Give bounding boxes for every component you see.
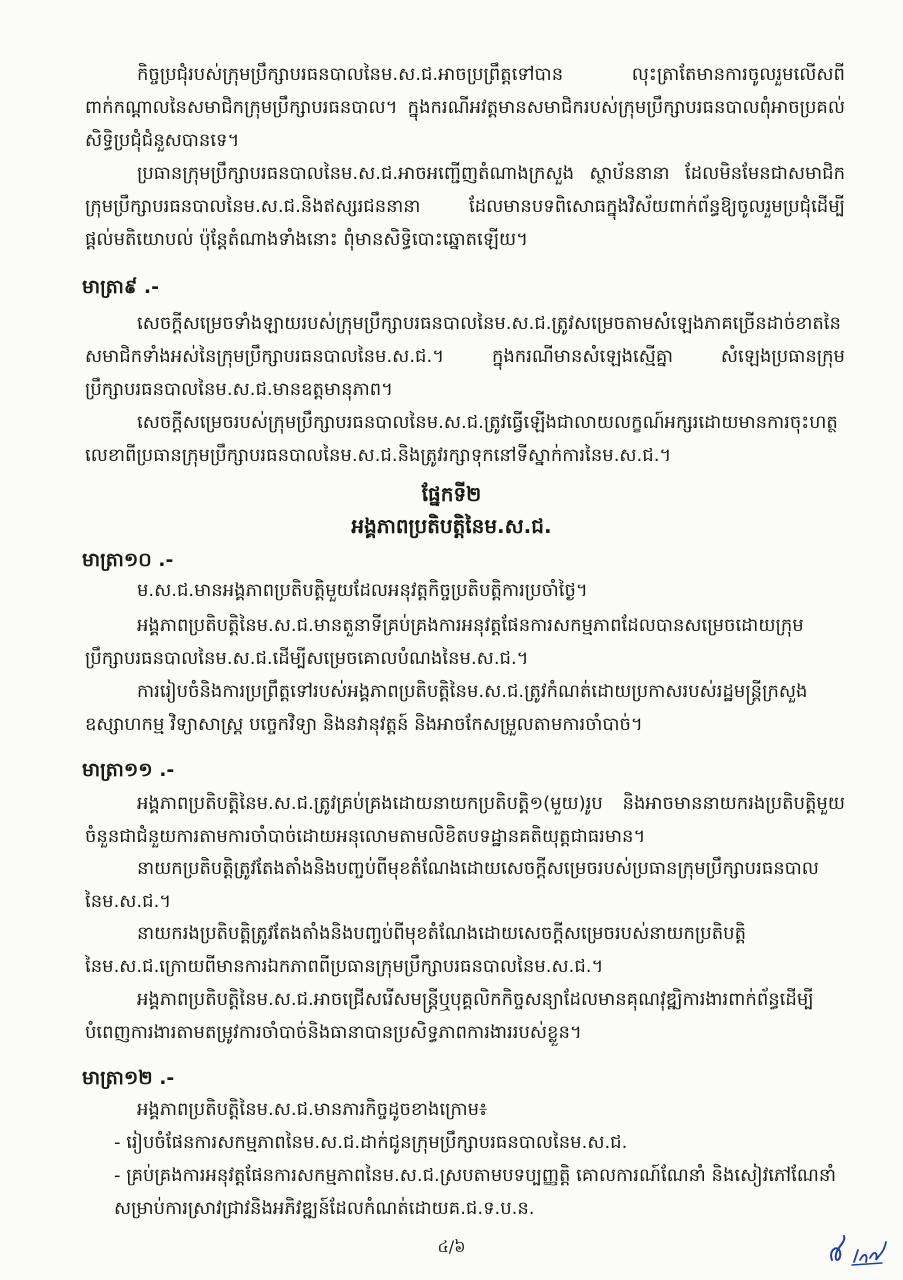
section-part-heading: ផ្នែកទី២ [421,482,482,506]
paragraph-staff-recruitment: អង្គភាពប្រតិបត្តិនៃម.ស.ជ.អាចជ្រើសរើសមន្ត្រីឬបុគ្គលិកកិច្ចសន្យាដែលមានគុណវុឌ្ឍិការងារពាក់ព័ន្ធដើម្បីបំពេញការងារតាមតម្រូវការចាំបាច់និងធានាបានប្រសិទ្ធភាពការងាររបស់ខ្លួន។ [85,989,814,1043]
paragraph-executive-unit: ម.ស.ជ.មានអង្គភាពប្រតិបត្តិមួយដែលអនុវត្តកិច្ចប្រតិបត្តិការប្រចាំថ្ងៃ។ [137,580,588,601]
section-title: អង្គភាពប្រតិបត្តិនៃម.ស.ជ. [351,514,552,538]
paragraph-invitation: ប្រធានក្រុមប្រឹក្សាបរធនបាលនៃម.ស.ជ.អាចអញ្ជើញតំណាងក្រសួង ស្ថាប័ននានា ដែលមិនមែនជាសមាជិកក្រុមប្រឹក្សាបរធនបាលនៃម.ស.ជ.និងឥស្សរជននានា ដែលមានបទពិសោធក្នុងវិស័យពាក់ព័ន្ធឱ្យចូលរួមប្រជុំដើម្បីផ្ដល់មតិយោបល់ ប៉ុន្តែតំណាងទាំងនោះ ពុំមានសិទ្ធិបោះឆ្នោតឡើយ។ [85,163,845,250]
list-item: - គ្រប់គ្រងការអនុវត្តផែនការសកម្មភាពនៃម.ស.ជ.ស្របតាមបទប្បញ្ញត្តិ គោលការណ៍ណែនាំ និងសៀវភៅណែនាំសម្រាប់ការស្រាវជ្រាវនិងអភិវឌ្ឍន៍ដែលកំណត់ដោយគ.ជ.ទ.ប.ន. [114,1165,836,1219]
paragraph-deputy-appointment: នាយករងប្រតិបត្តិត្រូវតែងតាំងនិងបញ្ចប់ពីមុខតំណែងដោយសេចក្ដីសម្រេចរបស់នាយកប្រតិបត្តិនៃម.ស.ជ.ក្រោយពីមានការឯកភាពពីប្រធានក្រុមប្រឹក្សាបរធនបាលនៃម.ស.ជ.។ [85,923,746,977]
page-number: ៤/៦ [437,1237,466,1256]
paragraph-quorum: កិច្ចប្រជុំរបស់ក្រុមប្រឹក្សាបរធនបាលនៃម.ស.ជ.អាចប្រព្រឹត្តទៅបាន លុះត្រាតែមានការចូលរួមលើសពីពាក់កណ្ដាលនៃសមាជិកក្រុមប្រឹក្សាបរធនបាល។ ក្នុងករណីអវត្តមានសមាជិករបស់ក្រុមប្រឹក្សាបរធនបាលពុំអាចប្រគល់សិទ្ធិប្រជុំជំនួសបានទេ។ [85,64,845,151]
paragraph-decisions: សេចក្ដីសម្រេចទាំងឡាយរបស់ក្រុមប្រឹក្សាបរធនបាលនៃម.ស.ជ.ត្រូវសម្រេចតាមសំឡេងភាគច្រើនដាច់ខាតនៃសមាជិកទាំងអស់នៃក្រុមប្រឹក្សាបរធនបាលនៃម.ស.ជ.។ ក្នុងករណីមានសំឡេងស្មើគ្នា សំឡេងប្រធានក្រុមប្រឹក្សាបរធនបាលនៃម.ស.ជ.មានឧត្តមានុភាព។ [85,313,845,400]
article-12-heading: មាត្រា១២ .- [82,1067,175,1089]
paragraph-written-decisions: សេចក្ដីសម្រេចរបស់ក្រុមប្រឹក្សាបរធនបាលនៃម.ស.ជ.ត្រូវធ្វើឡើងជាលាយលក្ខណ៍អក្សរដោយមានការចុះហត្ថលេខាពីប្រធានក្រុមប្រឹក្សាបរធនបាលនៃម.ស.ជ.និងត្រូវរក្សាទុកនៅទីស្នាក់ការនៃម.ស.ជ.។ [85,412,838,466]
list-item: - រៀបចំផែនការសកម្មភាពនៃម.ស.ជ.ដាក់ជូនក្រុមប្រឹក្សាបរធនបាលនៃម.ស.ជ. [114,1132,628,1153]
paragraph-executive-director: អង្គភាពប្រតិបត្តិនៃម.ស.ជ.ត្រូវគ្រប់គ្រងដោយនាយកប្រតិបត្តិ១(មួយ)រូប និងអាចមាននាយករងប្រតិបត្តិមួយចំនួនជាជំនួយការតាមការចាំបាច់ដោយអនុលោមតាមលិខិតបទដ្ឋានគតិយុត្តជាធរមាន។ [85,793,845,847]
paragraph-executive-role: អង្គភាពប្រតិបត្តិនៃម.ស.ជ.មានតួនាទីគ្រប់គ្រងការអនុវត្តផែនការសកម្មភាពដែលបានសម្រេចដោយក្រុមប្រឹក្សាបរធនបាលនៃម.ស.ជ.ដើម្បីសម្រេចគោលបំណងនៃម.ស.ជ.។ [85,615,804,669]
article-11-heading: មាត្រា១១ .- [82,759,175,781]
article-10-heading: មាត្រា១០ .- [82,549,174,571]
paragraph-duties-intro: អង្គភាពប្រតិបត្តិនៃម.ស.ជ.មានភារកិច្ចដូចខាងក្រោម៖ [137,1099,488,1120]
handwritten-initials-signature [824,1232,894,1268]
paragraph-director-appointment: នាយកប្រតិបត្តិត្រូវតែងតាំងនិងបញ្ចប់ពីមុខតំណែងដោយសេចក្ដីសម្រេចរបស់ប្រធានក្រុមប្រឹក្សាបរធនបាលនៃម.ស.ជ.។ [85,858,819,912]
article-9-heading: មាត្រា៩ .- [82,276,160,298]
paragraph-organization: ការរៀបចំនិងការប្រព្រឹត្តទៅរបស់អង្គភាពប្រតិបត្តិនៃម.ស.ជ.ត្រូវកំណត់ដោយប្រកាសរបស់រដ្ឋមន្ត្រីក្រសួងឧស្សាហកម្ម វិទ្យាសាស្ត្រ បច្ចេកវិទ្យា និងនវានុវត្តន៍ និងអាចកែសម្រួលតាមការចាំបាច់។ [85,681,808,735]
